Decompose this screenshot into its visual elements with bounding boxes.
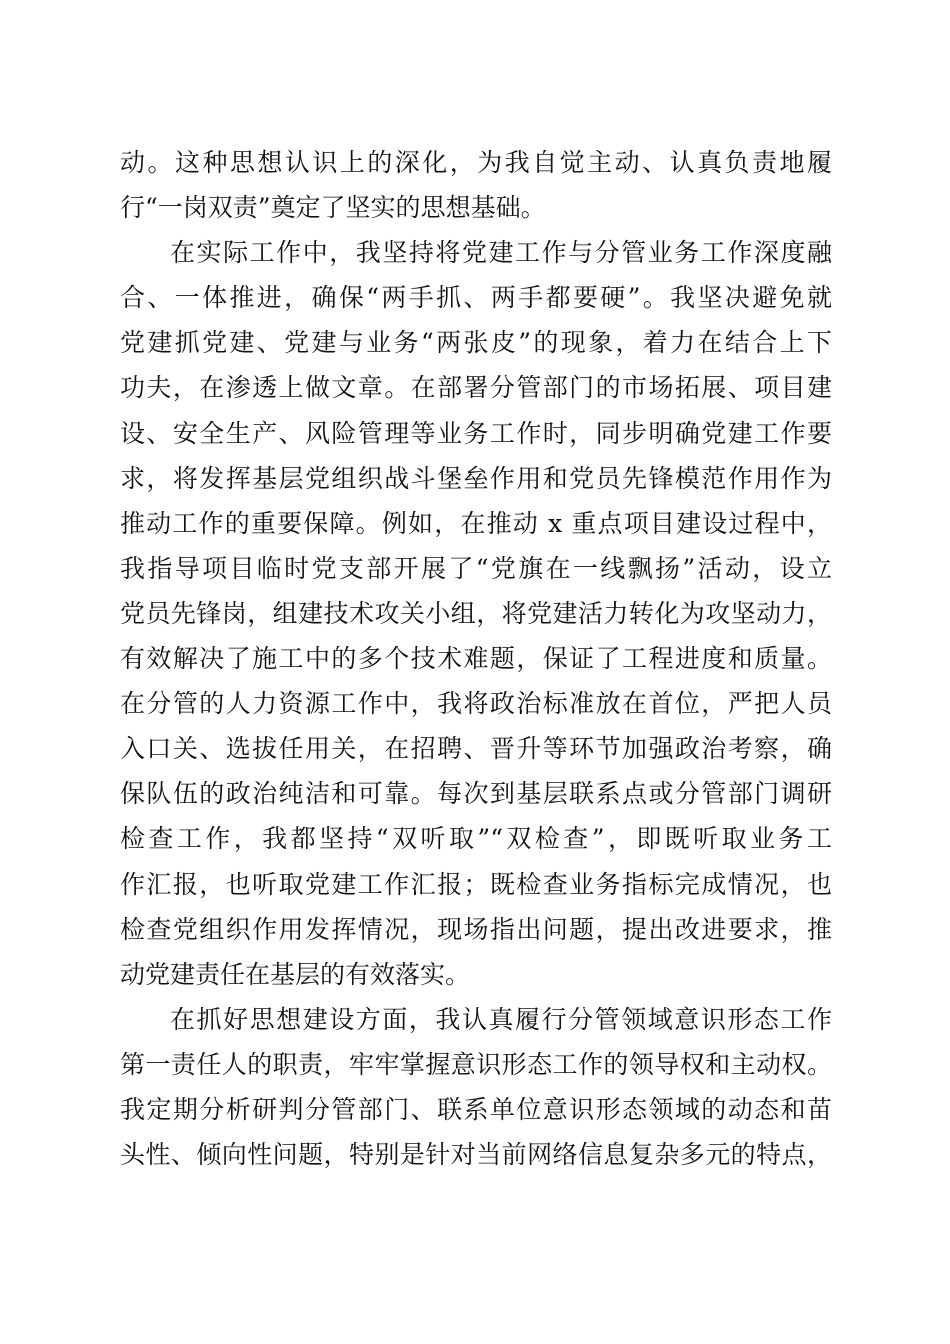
text-line: 推动工作的重要保障。例如，在推动 x 重点项目建设过程中， bbox=[120, 508, 832, 538]
text-line: 入口关、选拔任用关，在招聘、晋升等环节加强政治考察，确 bbox=[120, 734, 832, 764]
text-line: 作汇报，也听取党建工作汇报；既检查业务指标完成情况，也 bbox=[120, 869, 832, 899]
text-line: 我指导项目临时党支部开展了“党旗在一线飘扬”活动，设立 bbox=[120, 553, 832, 583]
text-line: 动党建责任在基层的有效落实。 bbox=[120, 959, 471, 989]
text-line: 党建抓党建、党建与业务“两张皮”的现象，着力在结合上下 bbox=[120, 328, 832, 358]
text-line: 求，将发挥基层党组织战斗堡垒作用和党员先锋模范作用作为 bbox=[120, 463, 832, 493]
text-line: 党员先锋岗，组建技术攻关小组，将党建活力转化为攻坚动力， bbox=[120, 598, 832, 628]
text-line: 头性、倾向性问题，特别是针对当前网络信息复杂多元的特点， bbox=[120, 1140, 832, 1170]
text-line: 合、一体推进，确保“两手抓、两手都要硬”。我坚决避免就 bbox=[120, 283, 832, 313]
paragraph-start-line: 在实际工作中，我坚持将党建工作与分管业务工作深度融 bbox=[170, 238, 832, 268]
text-line: 行“一岗双责”奠定了坚实的思想基础。 bbox=[120, 193, 546, 223]
text-line: 保队伍的政治纯洁和可靠。每次到基层联系点或分管部门调研 bbox=[120, 779, 832, 809]
text-line: 在分管的人力资源工作中，我将政治标准放在首位，严把人员 bbox=[120, 689, 832, 719]
text-line: 检查工作，我都坚持“双听取”“双检查”，即既听取业务工 bbox=[120, 824, 832, 854]
text-line: 功夫，在渗透上做文章。在部署分管部门的市场拓展、项目建 bbox=[120, 373, 832, 403]
text-line: 第一责任人的职责，牢牢掌握意识形态工作的领导权和主动权。 bbox=[120, 1049, 832, 1079]
body-text bbox=[120, 140, 832, 1177]
text-line: 有效解决了施工中的多个技术难题，保证了工程进度和质量。 bbox=[120, 644, 832, 674]
text-line: 检查党组织作用发挥情况，现场指出问题，提出改进要求，推 bbox=[120, 914, 832, 944]
text-line: 我定期分析研判分管部门、联系单位意识形态领域的动态和苗 bbox=[120, 1094, 832, 1124]
text-line: 设、安全生产、风险管理等业务工作时，同步明确党建工作要 bbox=[120, 418, 832, 448]
text-line: 动。这种思想认识上的深化，为我自觉主动、认真负责地履 bbox=[120, 148, 832, 177]
paragraph-start-line: 在抓好思想建设方面，我认真履行分管领域意识形态工作 bbox=[170, 1004, 832, 1034]
